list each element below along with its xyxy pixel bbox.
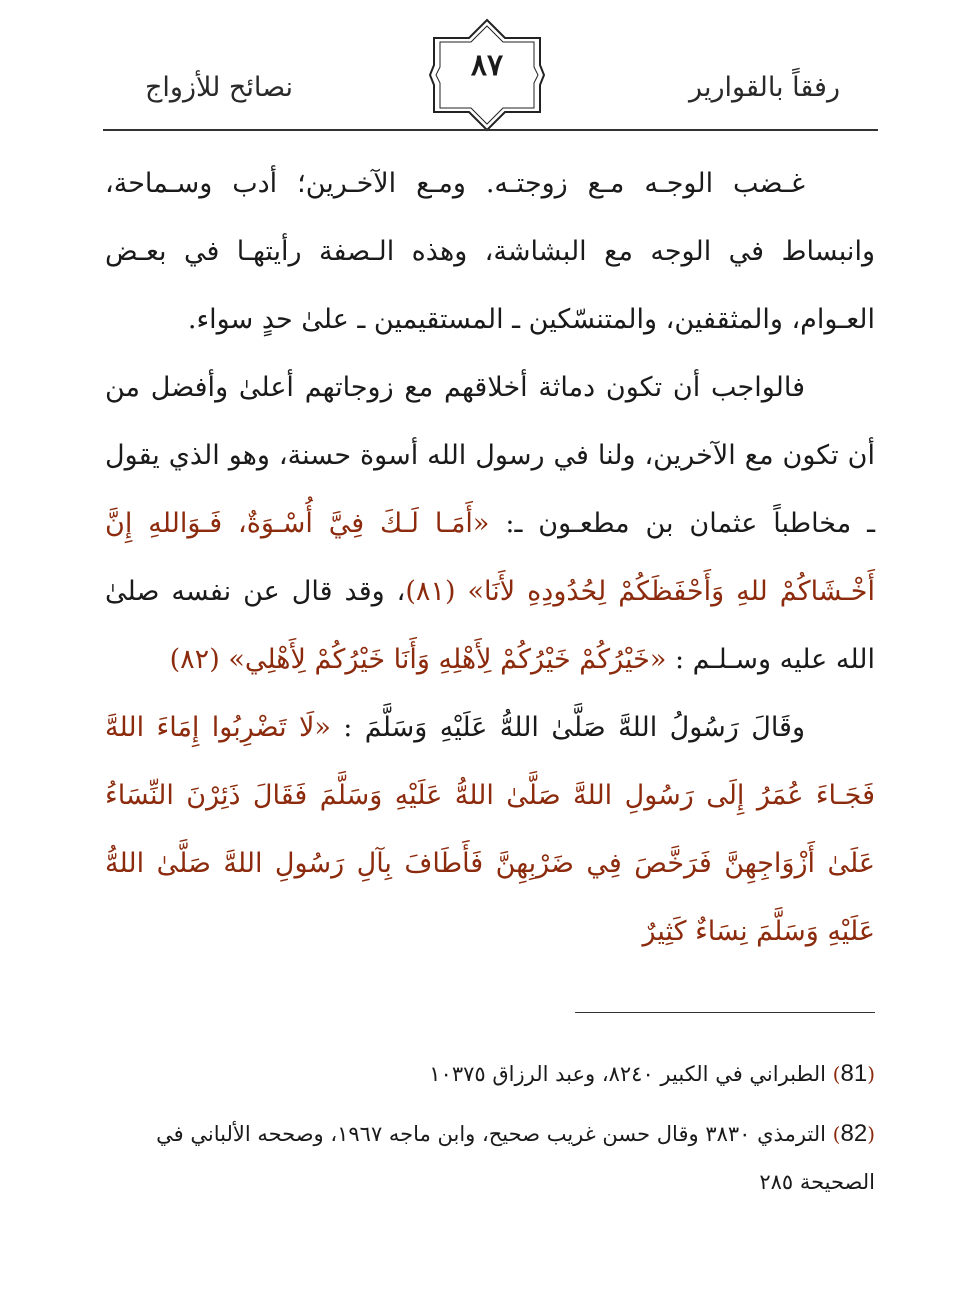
paragraph-2	[105, 354, 875, 694]
header-divider	[103, 129, 878, 131]
paragraph-2-text-a: فالواجب أن تكون دماثة أخلاقهم مع زوجاتهم أعلىٰ وأفضل من أن تكون مع الآخرين، ولنا في رسول الله أسوة حسنة، وهو الذي يقول ـ مخاطباً عثمان بن مطعـون ـ:	[105, 372, 875, 539]
running-title-right: رفقاً بالقوارير	[689, 72, 840, 103]
paragraph-3-text: وقَالَ رَسُولُ اللهَّ صَلَّىٰ اللهُّ عَلَيْهِ وَسَلَّمَ :	[330, 712, 806, 743]
footnote-82: (82) الترمذي ٣٨٣٠ وقال حسن غريب صحيح، وابن ماجه ١٩٦٧، وصححه الألباني في الصحيحة ٢٨٥	[156, 1120, 875, 1194]
page-number-badge	[428, 18, 546, 132]
hadith-quote-3: «لَا تَضْرِبُوا إِمَاءَ اللهَّ فَجَـاءَ عُمَرُ إِلَى رَسُولِ اللهَّ صَلَّىٰ اللهُّ عَلَيْهِ وَسَلَّمَ فَقَالَ ذَئِرْنَ النِّسَاءُ عَلَىٰ أَزْوَاجِهِنَّ فَرَخَّصَ فِي ضَرْبِهِنَّ فَأَطَافَ بِآلِ رَسُولِ اللهَّ صَلَّىٰ اللهُّ عَلَيْهِ وَسَلَّمَ نِسَاءٌ كَثِيرٌ	[105, 712, 875, 947]
main-text	[105, 150, 875, 966]
hadith-quote-1: «أَمَـا لَـكَ فِيَّ أُسْـوَةٌ، فَـوَاللهِ إِنَّ أَخْـشَاكُمْ للهِ وَأَحْفَظَكُمْ لِحُدُودِهِ لأَنَا»	[105, 508, 875, 607]
footnote-divider	[575, 1012, 875, 1013]
footnote-text: الترمذي ٣٨٣٠ وقال حسن غريب صحيح، وابن ماجه ١٩٦٧، وصححه الألباني في الصحيحة ٢٨٥	[156, 1122, 875, 1194]
footnotes	[105, 1050, 875, 1218]
hadith-quote-2: «خَيْرُكُمْ خَيْرُكُمْ لِأَهْلِهِ وَأَنَا خَيْرُكُمْ لِأَهْلِي»	[228, 644, 667, 675]
footnote-81: (81) الطبراني في الكبير ٨٢٤٠، وعبد الرزاق ١٠٣٧٥	[429, 1060, 875, 1087]
footnote-text: الطبراني في الكبير ٨٢٤٠، وعبد الرزاق ١٠٣٧٥	[429, 1062, 826, 1086]
footnote-number: 81	[840, 1060, 868, 1087]
footnote-ref-81[interactable]: (٨١)	[405, 576, 468, 607]
footnote-number: 82	[840, 1120, 868, 1147]
footnote-ref-82[interactable]: (٨٢)	[169, 644, 229, 675]
page-header	[0, 0, 980, 135]
paragraph-2-text-b: ، وقد قال عن نفسه صلىٰ الله عليه وسـلـم :	[105, 576, 875, 675]
page-number: ٨٧	[470, 48, 504, 83]
paragraph-3	[105, 694, 875, 966]
paragraph-1: غـضب الوجـه مـع زوجتـه. ومـع الآخـرين؛ أدب وسـماحة، وانبساط في الوجه مع البشاشة، وهذه الـصفة رأيتهـا في بعـض العـوام، والمثقفين، والمتنسّكين ـ المستقيمين ـ علىٰ حدٍ سواء.	[105, 168, 875, 335]
running-title-left: نصائح للأزواج	[145, 72, 294, 103]
